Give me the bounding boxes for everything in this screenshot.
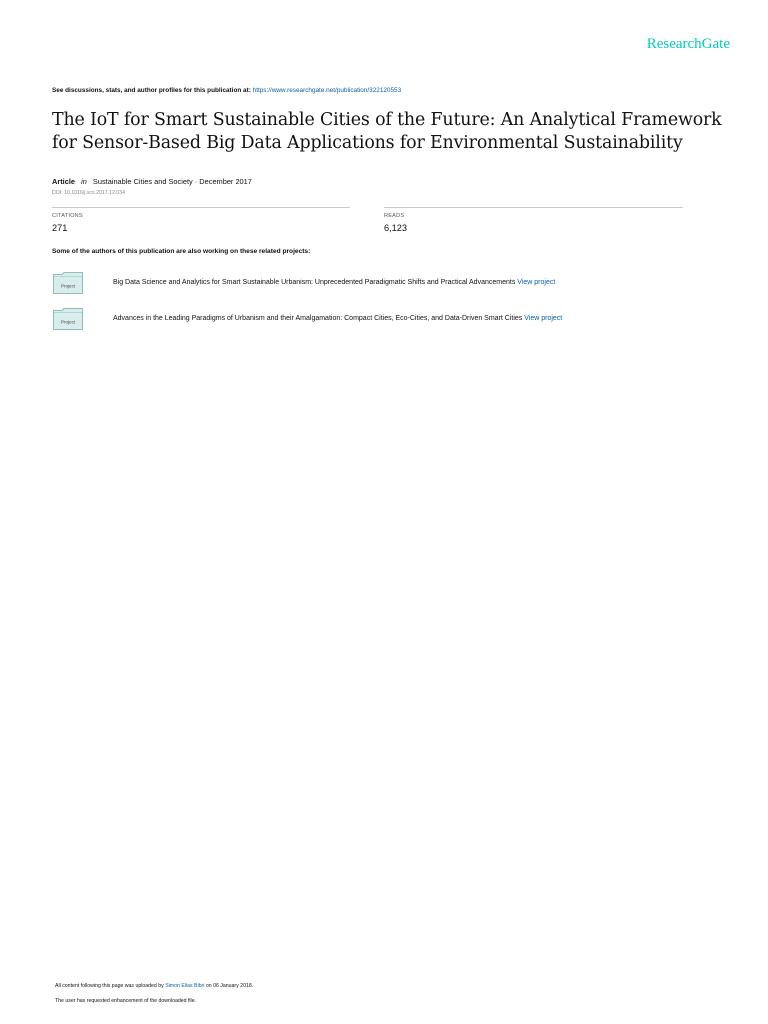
discussion-lead-text: See discussions, stats, and author profiles for this publication at: bbox=[52, 87, 251, 94]
publication-url-link[interactable]: https://www.researchgate.net/publication/322120553 bbox=[252, 87, 402, 94]
citations-divider bbox=[52, 207, 350, 208]
project-folder-icon bbox=[53, 272, 83, 294]
title-line-1: The IoT for Smart Sustainable Cities of the Future: An Analytical Framework bbox=[52, 110, 722, 130]
title-line-2: for Sensor-Based Big Data Applications for Environmental Sustainability bbox=[52, 133, 683, 153]
project-title: Big Data Science and Analytics for Smart Sustainable Urbanism: Unprecedented Paradigmatic Shifts and Practical Advancements bbox=[113, 279, 516, 286]
discussion-line bbox=[52, 87, 401, 94]
upload-suffix: on 06 January 2018. bbox=[205, 983, 254, 989]
publication-venue: Sustainable Cities and Society · December 2017 bbox=[92, 177, 252, 186]
view-project-link[interactable]: View project bbox=[524, 315, 563, 322]
publication-title bbox=[52, 109, 732, 155]
publication-doi: DOI: 10.1016/j.scs.2017.12.034 bbox=[52, 190, 125, 196]
publication-meta bbox=[52, 177, 252, 186]
project-title: Advances in the Leading Paradigms of Urbanism and their Amalgamation: Compact Cities, Eco-Cities, and Data-Driven Smart Cities bbox=[113, 315, 523, 322]
view-project-link[interactable]: View project bbox=[517, 279, 556, 286]
researchgate-logo[interactable]: ResearchGate bbox=[646, 36, 730, 52]
uploader-link[interactable]: Simon Elias Bibri bbox=[165, 983, 205, 989]
publication-type: Article bbox=[52, 177, 76, 186]
related-projects-heading: Some of the authors of this publication are also working on these related projects: bbox=[52, 248, 311, 255]
project-item bbox=[113, 279, 555, 286]
upload-note bbox=[55, 983, 253, 989]
citations-value: 271 bbox=[52, 223, 68, 233]
upload-prefix: All content following this page was uploaded by bbox=[55, 983, 164, 989]
project-item bbox=[113, 315, 562, 322]
reads-label: READS bbox=[384, 213, 405, 219]
project-icon-label: Project bbox=[60, 283, 76, 289]
reads-divider bbox=[384, 207, 683, 208]
project-folder-icon bbox=[53, 308, 83, 330]
project-icon-label: Project bbox=[60, 319, 76, 325]
citations-label: CITATIONS bbox=[52, 213, 83, 219]
enhancement-note: The user has requested enhancement of the downloaded file. bbox=[55, 998, 197, 1004]
reads-value: 6,123 bbox=[384, 223, 407, 233]
in-word: in bbox=[81, 177, 87, 186]
